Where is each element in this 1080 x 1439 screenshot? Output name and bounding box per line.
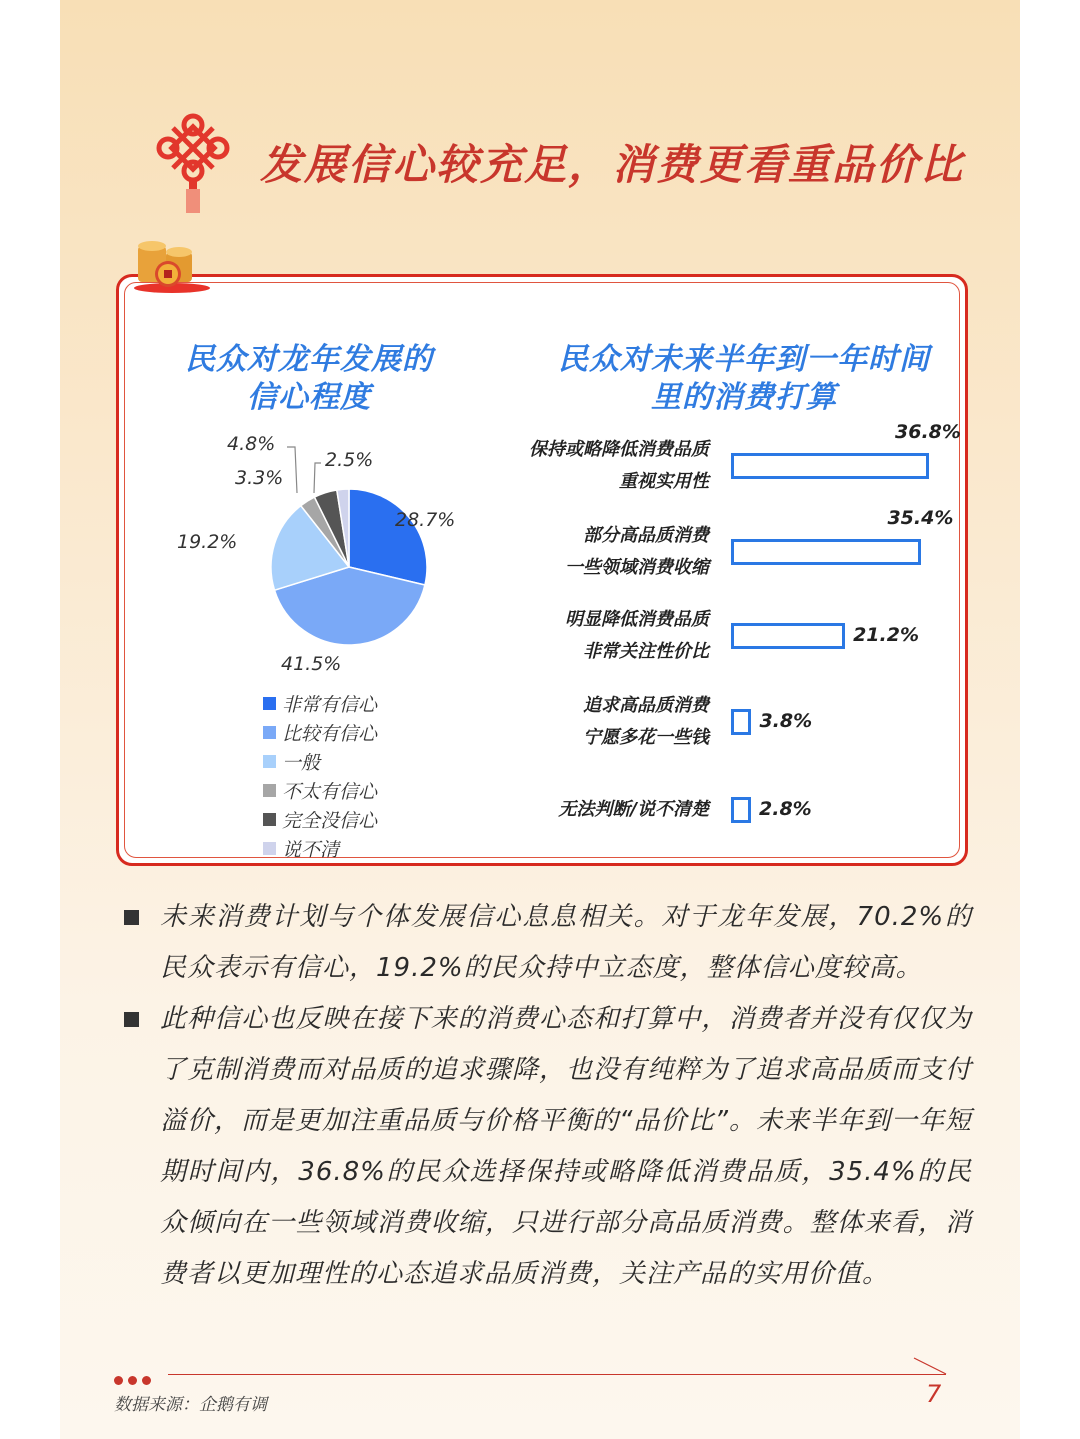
- footer-divider: [168, 1374, 946, 1375]
- bar-mark: [731, 623, 845, 649]
- coin-stack-icon: [132, 232, 212, 294]
- bar-value-label: 36.8%: [895, 421, 961, 443]
- bar-value-label: 2.8%: [759, 798, 812, 820]
- legend-swatch: [263, 755, 276, 768]
- pie-legend: [263, 689, 377, 863]
- paragraph-2: 此种信心也反映在接下来的消费心态和打算中，消费者并没有仅仅为了克制消费而对品质的追求骤降，也没有纯粹为了追求高品质而支付溢价，而是更加注重品质与价格平衡的“品价比”。未来半年到一年短期时间内，36.8%的民众选择保持或略降低消费品质，35.4%的民众倾向在一些领域消费收缩，只进行部分高品质消费。整体来看，消费者以更加理性的心态追求品质消费，关注产品的实用价值。: [160, 1004, 972, 1289]
- legend-item: [263, 747, 377, 776]
- page: [60, 0, 1020, 1439]
- bullet-icon: [124, 910, 139, 925]
- legend-label: 完全没信心: [282, 810, 378, 832]
- page-number: 7: [926, 1380, 942, 1408]
- bar-category-label: 明显降低消费品质 非常关注性价比: [565, 609, 709, 662]
- legend-swatch: [263, 726, 276, 739]
- bar-category-label: 追求高品质消费 宁愿多花一些钱: [583, 695, 709, 748]
- footer-dots: [114, 1370, 156, 1389]
- bullet-icon: [124, 1012, 139, 1027]
- pie-label-fairly-confident: 41.5%: [281, 653, 342, 675]
- bar-mark: [731, 709, 751, 735]
- legend-swatch: [263, 784, 276, 797]
- legend-item: [263, 834, 377, 863]
- legend-swatch: [263, 813, 276, 826]
- bar-category-label: 部分高品质消费 一些领域消费收缩: [565, 525, 709, 578]
- bar-mark: [731, 453, 929, 479]
- legend-item: [263, 718, 377, 747]
- legend-label: 非常有信心: [282, 694, 378, 716]
- bar-value-label: 35.4%: [887, 507, 954, 529]
- legend-swatch: [263, 697, 276, 710]
- chinese-knot-icon: [148, 105, 238, 215]
- pie-label-very-confident: 28.7%: [395, 509, 456, 531]
- paragraph-1: 未来消费计划与个体发展信心息息相关。对于龙年发展，70.2%的民众表示有信心，19.2%的民众持中立态度，整体信心度较高。: [160, 902, 972, 983]
- legend-item: [263, 776, 377, 805]
- leader-line-2-5: [314, 463, 321, 493]
- pie-title-line-1: 民众对龙年发展的: [185, 342, 433, 377]
- leader-line-4-8: [287, 447, 297, 493]
- pie-label-unsure: 2.5%: [325, 449, 374, 471]
- pie-label-neutral: 19.2%: [177, 531, 238, 553]
- bar-category-label: 保持或略降低消费品质 重视实用性: [529, 439, 709, 492]
- legend-label: 一般: [282, 752, 321, 774]
- legend-label: 比较有信心: [282, 723, 378, 745]
- pie-chart-title: [159, 341, 459, 417]
- page-title: 发展信心较充足，消费更看重品价比: [260, 140, 965, 189]
- legend-swatch: [263, 842, 276, 855]
- bar-category-label: 无法判断/说不清楚: [558, 799, 709, 820]
- bar-value-label: 21.2%: [853, 624, 919, 646]
- bar-mark: [731, 797, 751, 823]
- pie-title-line-2: 信心程度: [247, 380, 371, 415]
- pie-label-not-very-confident: 3.3%: [235, 467, 284, 489]
- legend-label: 说不清: [282, 839, 340, 861]
- bar-title-line-1: 民众对未来半年到一年时间: [558, 342, 930, 377]
- legend-label: 不太有信心: [282, 781, 378, 803]
- bar-chart-title: [539, 341, 949, 417]
- legend-item: [263, 805, 377, 834]
- data-source: 数据来源：企鹅有调: [114, 1395, 267, 1415]
- bar-mark: [731, 539, 921, 565]
- footer-arrow-icon: [912, 1356, 948, 1376]
- pie-label-not-confident-at-all: 4.8%: [227, 433, 276, 455]
- bar-title-line-2: 里的消费打算: [651, 380, 837, 415]
- bar-value-label: 3.8%: [759, 710, 813, 732]
- chart-card: [116, 274, 968, 866]
- legend-item: [263, 689, 377, 718]
